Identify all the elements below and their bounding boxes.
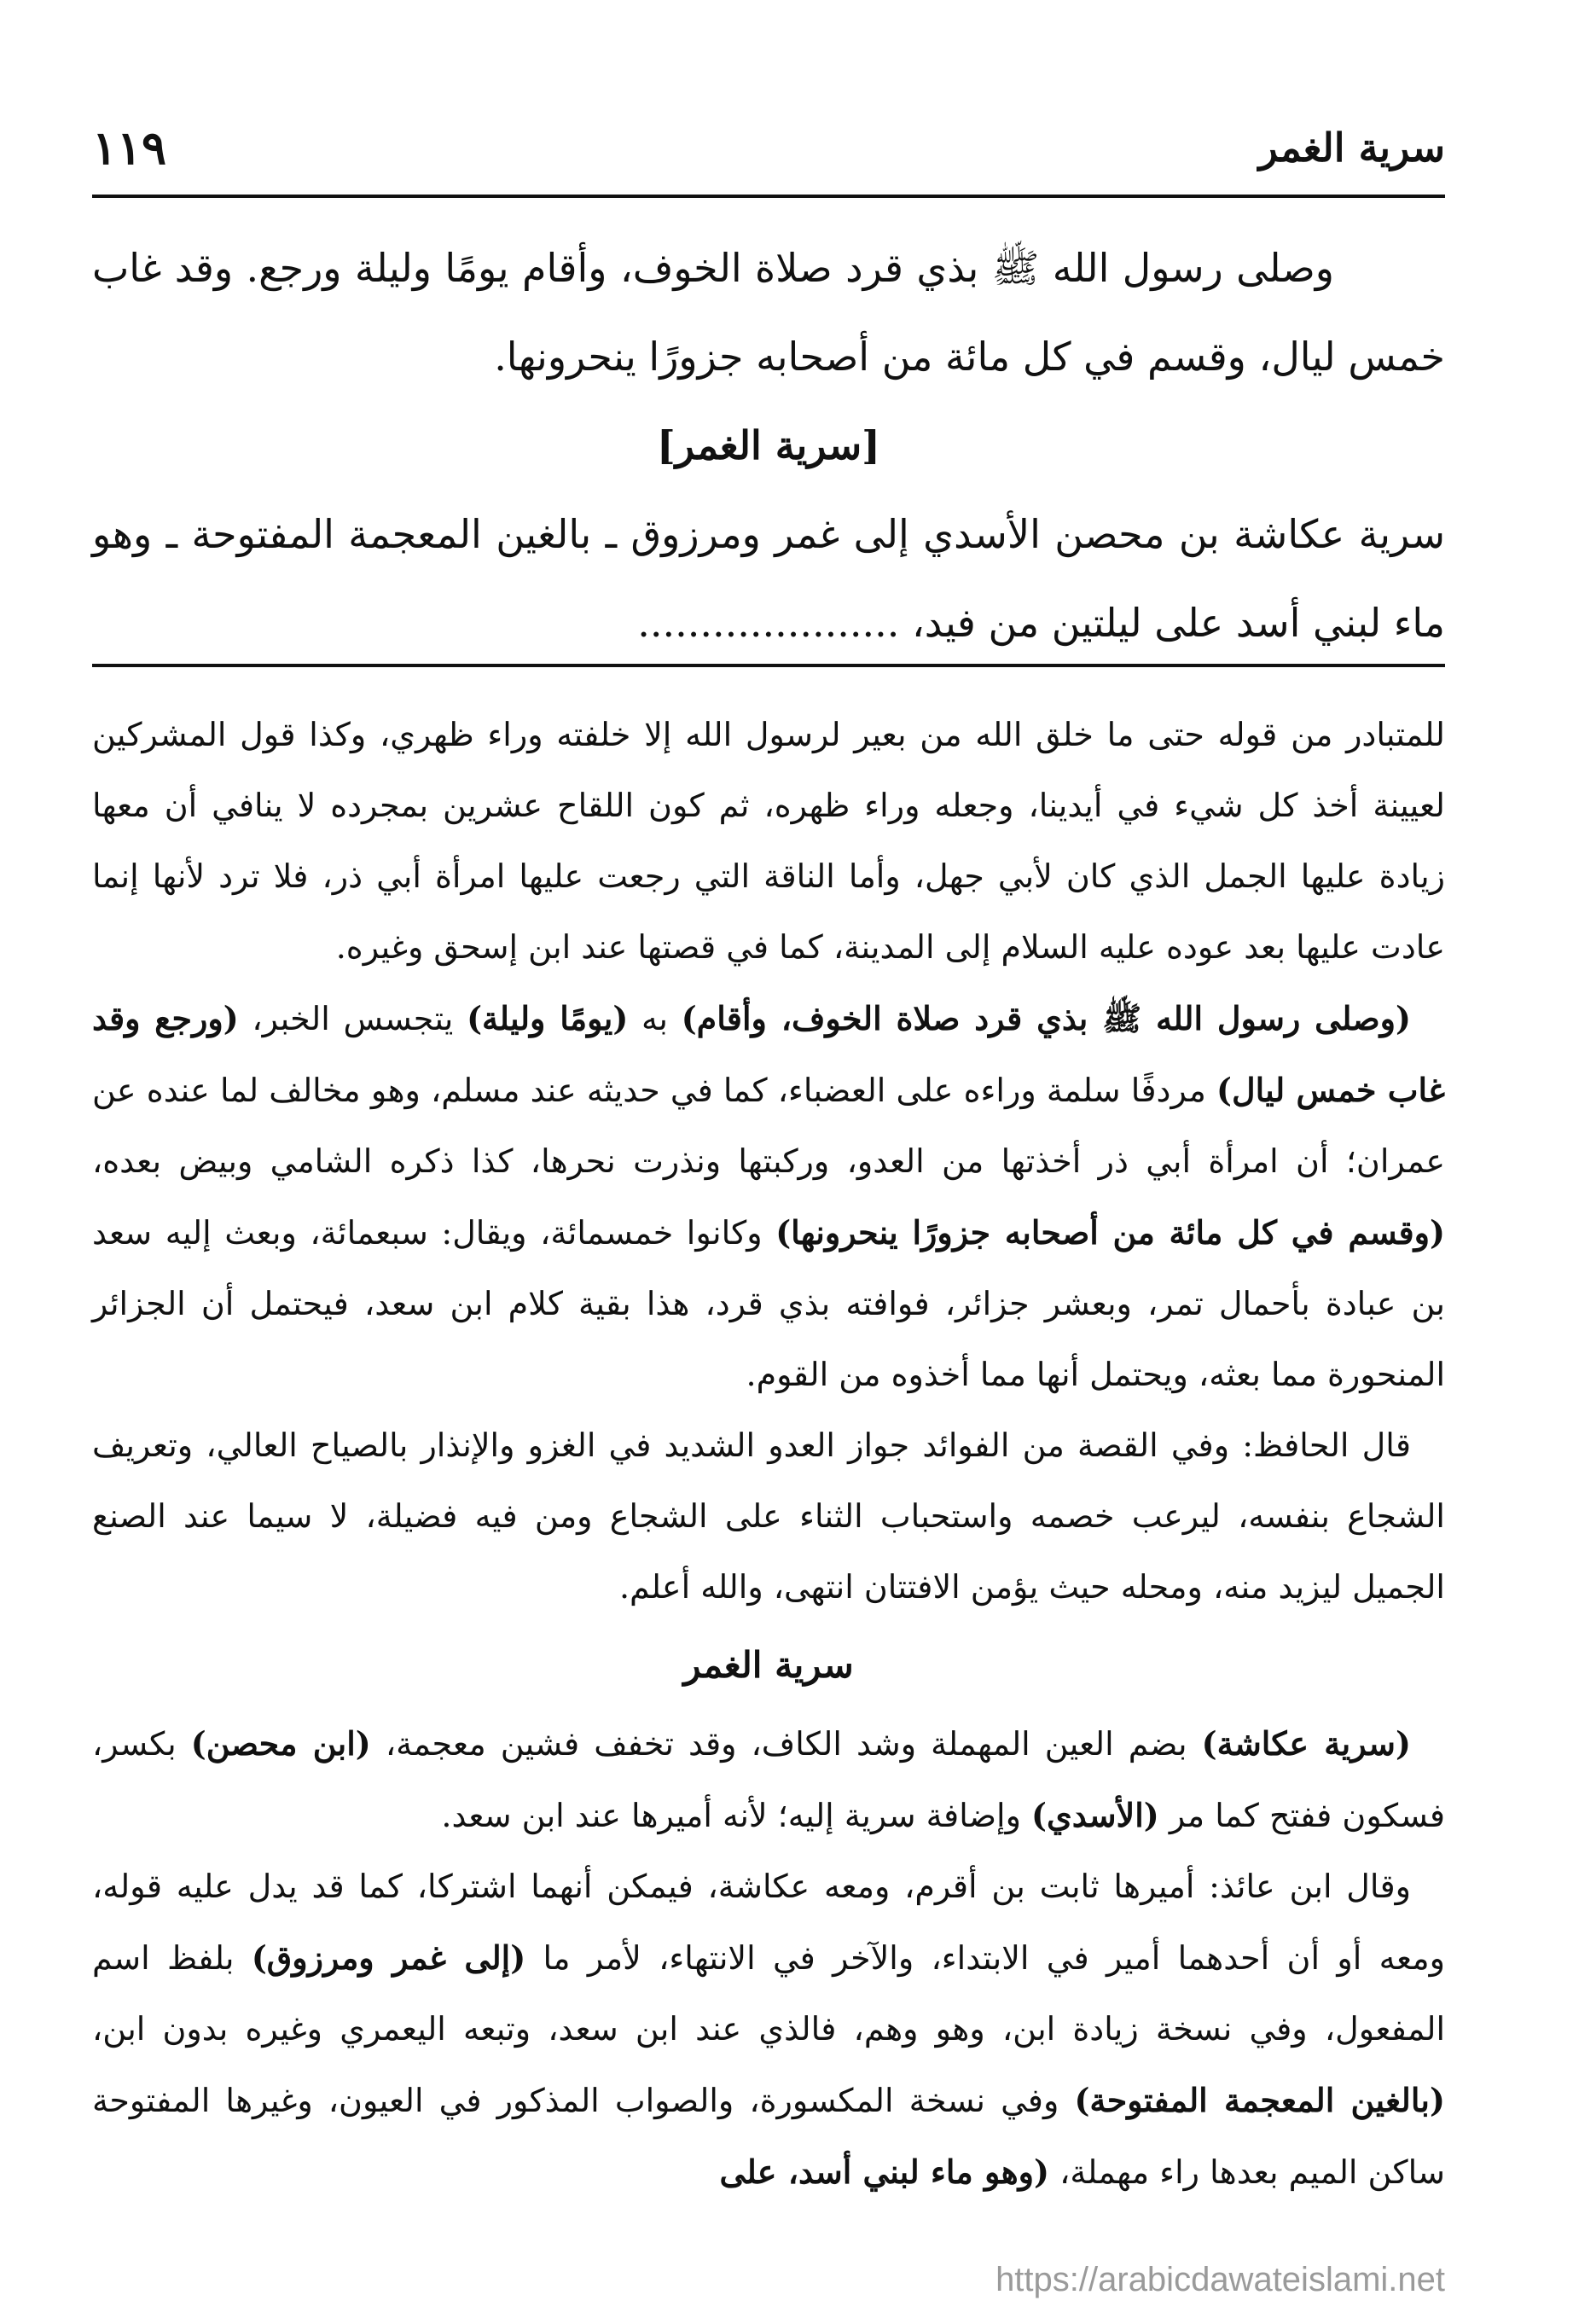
commentary-text-span: به: [628, 1000, 682, 1037]
quoted-text: (يومًا وليلة): [467, 999, 629, 1037]
commentary-subtitle: سرية الغمر: [683, 1644, 854, 1686]
page-header: [92, 101, 1445, 198]
quoted-text: (الأسدي): [1031, 1796, 1159, 1834]
quoted-text: (ابن محصن): [190, 1724, 371, 1763]
commentary-text-span: مردفًا سلمة وراءه على العضباء، كما في حديثه عند مسلم، وهو مخالف لما عنده عن عمران؛ أن امرأة أبي ذر أخذتها من العدو، وركبتها ونذرت نحرها، كذا ذكره الشامي وبيض بعده،: [92, 1072, 1445, 1180]
commentary-paragraph-4: [92, 1708, 1445, 1851]
commentary-text-span: وفي نسخة المكسورة، والصواب المذكور في العيون، وغيرها المفتوحة ساكن الميم بعدها راء مهملة،: [92, 2082, 1445, 2191]
quoted-text: (وهو ماء لبني أسد، على: [719, 2153, 1049, 2191]
quoted-text: (سرية عكاشة): [1201, 1724, 1411, 1763]
commentary-text: [92, 700, 1445, 2208]
commentary-paragraph-1: للمتبادر من قوله حتى ما خلق الله من بعير لرسول الله إلا خلفته وراء ظهري، وكذا قول المشركين لعيينة أخذ كل شيء في أيدينا، وجعله وراء ظهره، ثم كون اللقاح عشرين بمجرده لا ينافي أن معها زيادة عليها الجمل الذي كان لأبي جهل، وأما الناقة التي رجعت عليها امرأة أبي ذر، فلا ترد لأنها إنما عادت عليها بعد عوده عليه السلام إلى المدينة، كما في قصتها عند ابن إسحق وغيره.: [92, 716, 1445, 966]
commentary-text-span: وقال ابن عائذ: أميرها ثابت بن أقرم، ومعه عكاشة، فيمكن أنهما اشتركا، كما قد يدل عليه قوله، ومعه أو أن أحدهما أمير في الابتداء، والآخر في الانتهاء، لأمر ما: [92, 1868, 1445, 1977]
commentary-text-span: يتجسس الخبر،: [238, 1000, 467, 1037]
commentary-paragraph-5: [92, 1851, 1445, 2208]
commentary-text-span: وكانوا خمسمائة، ويقال: سبعمائة، وبعث إليه سعد بن عبادة بأحمال تمر، وبعشر جزائر، فوافته بذي قرد، هذا بقية كلام ابن سعد، فيحتمل أن الجزائر المنحورة مما بعثه، ويحتمل أنها مما أخذوه من القوم.: [92, 1214, 1445, 1393]
watermark-url: https://arabicdawateislami.net: [995, 2261, 1445, 2298]
commentary-text-span: بلفظ اسم المفعول، وفي نسخة زيادة ابن، وهو وهم، فالذي عند ابن سعد، وتبعه اليعمري وغيره بدون ابن،: [92, 1939, 1445, 2048]
commentary-paragraph-3: قال الحافظ: وفي القصة من الفوائد جواز العدو الشديد في الغزو والإنذار بالصياح العالي، وتعريف الشجاع بنفسه، ليرعب خصمه واستحباب الثناء على الشجاع ومن فيه فضيلة، لا سيما عند الصنع الجميل ليزيد منه، ومحله حيث يؤمن الافتتان انتهى، والله أعلم.: [92, 1426, 1445, 1606]
running-head: سرية الغمر: [1258, 125, 1445, 171]
section-title: [سرية الغمر]: [657, 422, 880, 468]
quoted-text: (بالغين المعجمة المفتوحة): [1074, 2081, 1445, 2119]
quoted-text: (وصلى رسول الله ﷺ بذي قرد صلاة الخوف، وأقام): [681, 999, 1411, 1037]
quoted-text: (إلى غمر ومرزوق): [251, 1938, 526, 1977]
commentary-text-span: بكسر، فسكون ففتح كما مر: [92, 1725, 1445, 1834]
quoted-text: (وقسم في كل مائة من أصحابه جزورًا ينحرونها): [775, 1213, 1445, 1252]
main-paragraph-1: وصلى رسول الله ﷺ بذي قرد صلاة الخوف، وأقام يومًا وليلة ورجع. وقد غاب خمس ليال، وقسم في كل مائة من أصحابه جزورًا ينحرونها.: [92, 245, 1445, 380]
main-paragraph-2: [92, 490, 1445, 667]
main-text: [92, 224, 1445, 667]
commentary-text-span: وإضافة سرية إليه؛ لأنه أميرها عند ابن سعد.: [441, 1797, 1032, 1834]
commentary-text-span: بضم العين المهملة وشد الكاف، وقد تخفف فشين معجمة،: [370, 1725, 1202, 1763]
ellipsis-dots: .....................: [637, 600, 900, 646]
commentary-paragraph-2: [92, 983, 1445, 1410]
main-paragraph-2-text: سرية عكاشة بن محصن الأسدي إلى غمر ومرزوق ـ بالغين المعجمة المفتوحة ـ وهو ماء لبني أسد على ليلتين من فيد،: [92, 511, 1445, 646]
quoted-text: (ورجع وقد غاب خمس ليال): [92, 999, 1445, 1109]
page-number: ١١٩: [92, 120, 167, 175]
footnote-divider: [92, 664, 1445, 667]
